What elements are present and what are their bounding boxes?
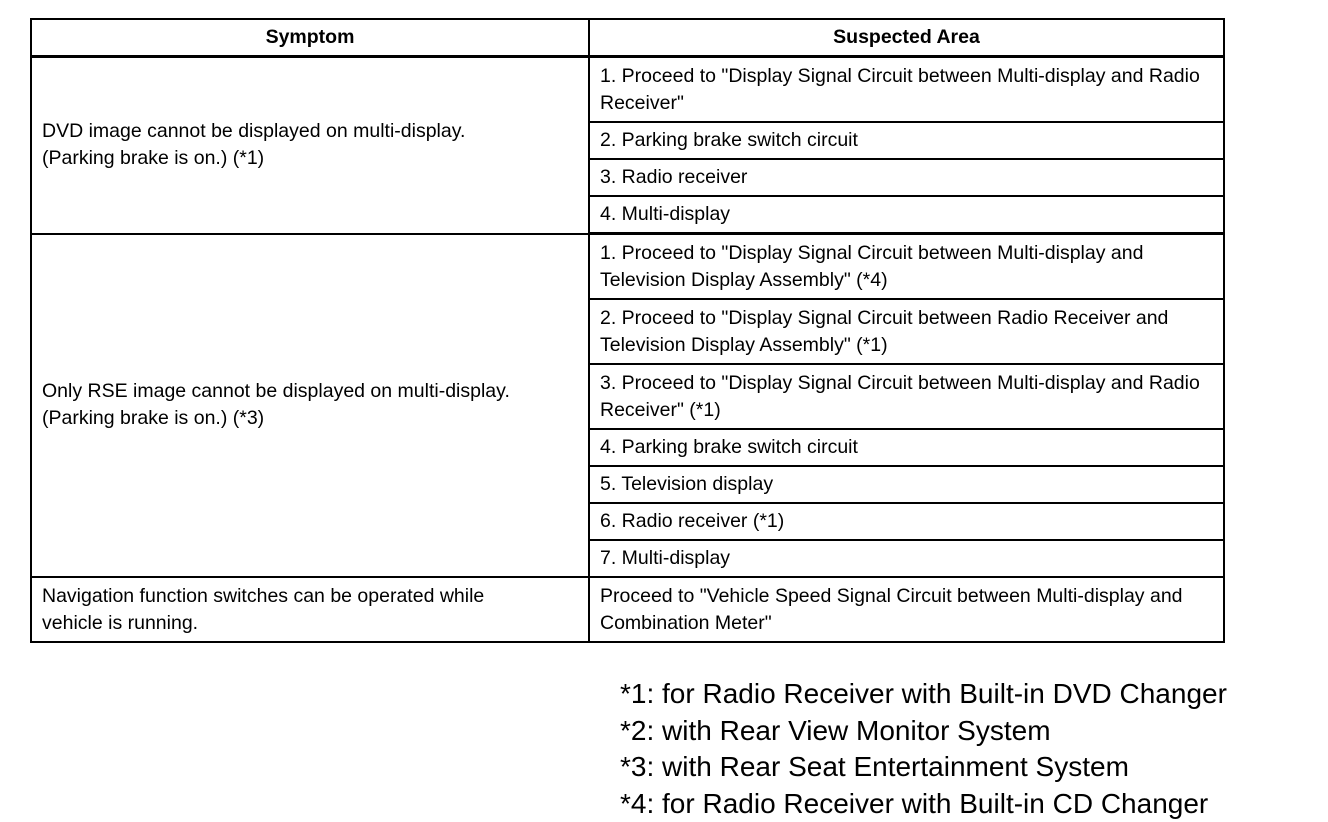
- symptom-text: Navigation function switches can be operated while: [42, 585, 484, 607]
- table-row: [31, 577, 1224, 642]
- suspected-area-cell: 1. Proceed to "Display Signal Circuit between Multi-display and Television Display Assembly" (*4): [589, 234, 1224, 300]
- suspected-area-cell: 7. Multi-display: [589, 540, 1224, 577]
- suspected-area-cell: 4. Parking brake switch circuit: [589, 429, 1224, 466]
- footnote: *2: with Rear View Monitor System: [620, 713, 1227, 750]
- symptom-text: (Parking brake is on.) (*1): [42, 147, 264, 169]
- header-symptom: Symptom: [31, 19, 589, 57]
- symptom-text: DVD image cannot be displayed on multi-display.: [42, 120, 465, 142]
- symptom-table: [30, 18, 1225, 643]
- suspected-area-cell: 4. Multi-display: [589, 196, 1224, 234]
- suspected-area-cell: 6. Radio receiver (*1): [589, 503, 1224, 540]
- table-row: [31, 57, 1224, 123]
- symptom-text: (Parking brake is on.) (*3): [42, 407, 264, 429]
- table-row: [31, 234, 1224, 300]
- symptom-text: Only RSE image cannot be displayed on multi-display.: [42, 380, 510, 402]
- symptom-cell: [31, 234, 589, 578]
- suspected-area-cell: 3. Radio receiver: [589, 159, 1224, 196]
- suspected-area-cell: 5. Television display: [589, 466, 1224, 503]
- footnote: *1: for Radio Receiver with Built-in DVD Changer: [620, 676, 1227, 713]
- header-suspected-area: Suspected Area: [589, 19, 1224, 57]
- suspected-area-cell: Proceed to "Vehicle Speed Signal Circuit between Multi-display and Combination Meter": [589, 577, 1224, 642]
- symptom-cell: [31, 577, 589, 642]
- suspected-area-cell: 2. Proceed to "Display Signal Circuit between Radio Receiver and Television Display Assembly" (*1): [589, 299, 1224, 364]
- footnote: *4: for Radio Receiver with Built-in CD Changer: [620, 786, 1227, 822]
- header-row: [31, 19, 1224, 57]
- footnote: *3: with Rear Seat Entertainment System: [620, 749, 1227, 786]
- symptom-text: vehicle is running.: [42, 612, 198, 634]
- symptom-cell: [31, 57, 589, 234]
- suspected-area-cell: 1. Proceed to "Display Signal Circuit between Multi-display and Radio Receiver": [589, 57, 1224, 123]
- suspected-area-cell: 3. Proceed to "Display Signal Circuit between Multi-display and Radio Receiver" (*1): [589, 364, 1224, 429]
- footnotes: [620, 676, 1227, 822]
- suspected-area-cell: 2. Parking brake switch circuit: [589, 122, 1224, 159]
